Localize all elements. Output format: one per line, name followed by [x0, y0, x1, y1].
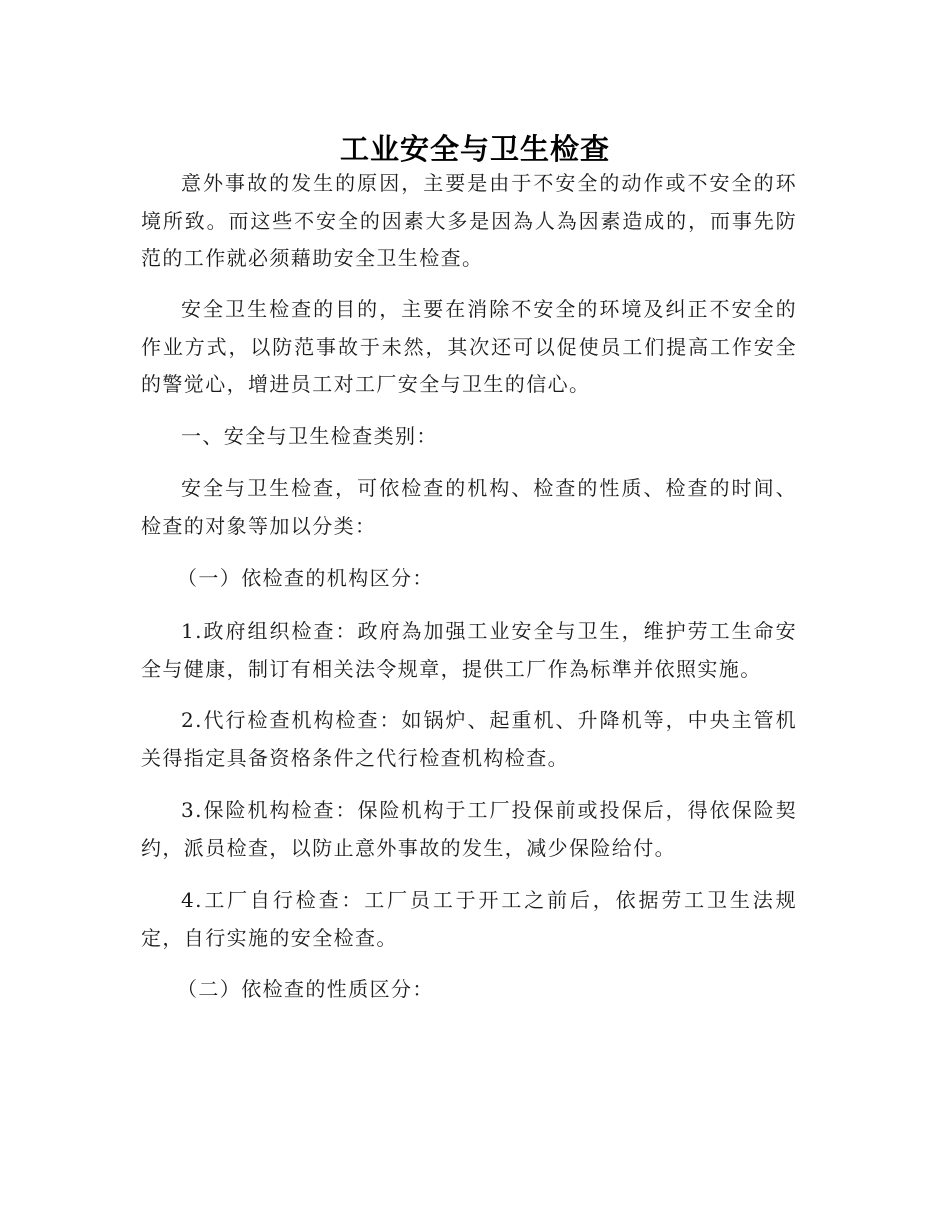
document-title: 工业安全与卫生检查: [339, 132, 610, 167]
section-heading-categories: 一、安全与卫生检查类别：: [181, 424, 438, 448]
paragraph-classification: 安全与卫生检查，可依检查的机构、检查的性质、检查的时间、检查的对象等加以分类：: [141, 476, 797, 538]
paragraph-inspection-purpose: 安全卫生检查的目的，主要在消除不安全的环境及纠正不安全的作业方式，以防范事故于未然，其次还可以促使员工们提高工作安全的警觉心，增进员工对工厂安全与卫生的信心。: [141, 297, 797, 396]
paragraph-accident-causes: 意外事故的发生的原因，主要是由于不安全的动作或不安全的环境所致。而这些不安全的因素大多是因為人為因素造成的，而事先防范的工作就必须藉助安全卫生检查。: [141, 171, 797, 270]
list-item-agency-inspection: 2.代行检查机构检查：如锅炉、起重机、升降机等，中央主管机关得指定具备资格条件之代行检查机构检查。: [141, 708, 797, 770]
subsection-heading-by-agency: （一）依检查的机构区分：: [177, 566, 434, 590]
list-item-government-inspection: 1.政府组织检查：政府為加强工业安全与卫生，维护劳工生命安全与健康，制订有相关法令规章，提供工厂作為标準并依照实施。: [141, 619, 797, 681]
list-item-insurance-inspection: 3.保险机构检查：保险机构于工厂投保前或投保后，得依保险契约，派员检查，以防止意外事故的发生，减少保险给付。: [141, 798, 797, 860]
list-item-self-inspection: 4.工厂自行检查：工厂员工于开工之前后，依据劳工卫生法规定，自行实施的安全检查。: [141, 888, 797, 950]
subsection-heading-by-nature: （二）依检查的性质区分：: [177, 977, 434, 1001]
